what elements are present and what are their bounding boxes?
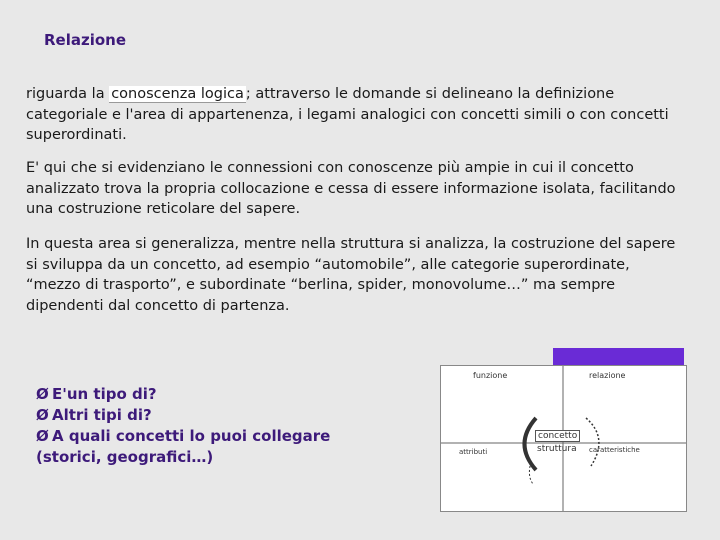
paragraph-1-after: ; attraverso le domande si delineano la definizione categoriale e l'area di appartenenza, i legami analogici con concetti simili o con concetti superordinati.: [26, 86, 669, 143]
list-item-text: E'un tipo di?: [52, 385, 157, 403]
list-item: [36, 405, 366, 426]
label-concetto: concetto: [535, 430, 580, 442]
paragraph-1: [26, 84, 686, 146]
list-item-text: Altri tipi di?: [52, 406, 152, 424]
paragraph-1-before: riguarda la: [26, 86, 110, 102]
arrow-bullet-icon: Ø: [36, 427, 49, 445]
label-caratteristiche: caratteristiche: [589, 446, 640, 454]
list-item: [36, 384, 366, 405]
concept-diagram: [440, 365, 687, 512]
highlight-conoscenza-logica: conoscenza logica: [111, 86, 244, 102]
arrow-bullet-icon: Ø: [36, 385, 49, 403]
label-relazione: relazione: [589, 371, 626, 380]
question-list: [36, 384, 366, 468]
list-item: [36, 426, 366, 468]
paragraph-3: In questa area si generalizza, mentre nella struttura si analizza, la costruzione del sapere si sviluppa da un concetto, ad esempio “automobile”, alle categorie superordinate, “mezzo di trasporto”, e subordinate “berlina, spider, monovolume…” ma sempre dipendenti dal concetto di partenza.: [26, 236, 676, 314]
list-item-text: A quali concetti lo puoi collegare: [52, 427, 331, 445]
list-item-continuation: (storici, geografici…): [36, 448, 214, 466]
label-struttura: struttura: [537, 444, 577, 454]
slide-title: Relazione: [44, 31, 127, 49]
label-attributi: attributi: [459, 448, 488, 456]
label-funzione: funzione: [473, 371, 508, 380]
paragraph-2: E' qui che si evidenziano le connessioni con conoscenze più ampie in cui il concetto analizzato trova la propria collocazione e cessa di essere informazione isolata, facilitando una costruzione reticolare del sapere.: [26, 160, 676, 217]
arrow-bullet-icon: Ø: [36, 406, 49, 424]
